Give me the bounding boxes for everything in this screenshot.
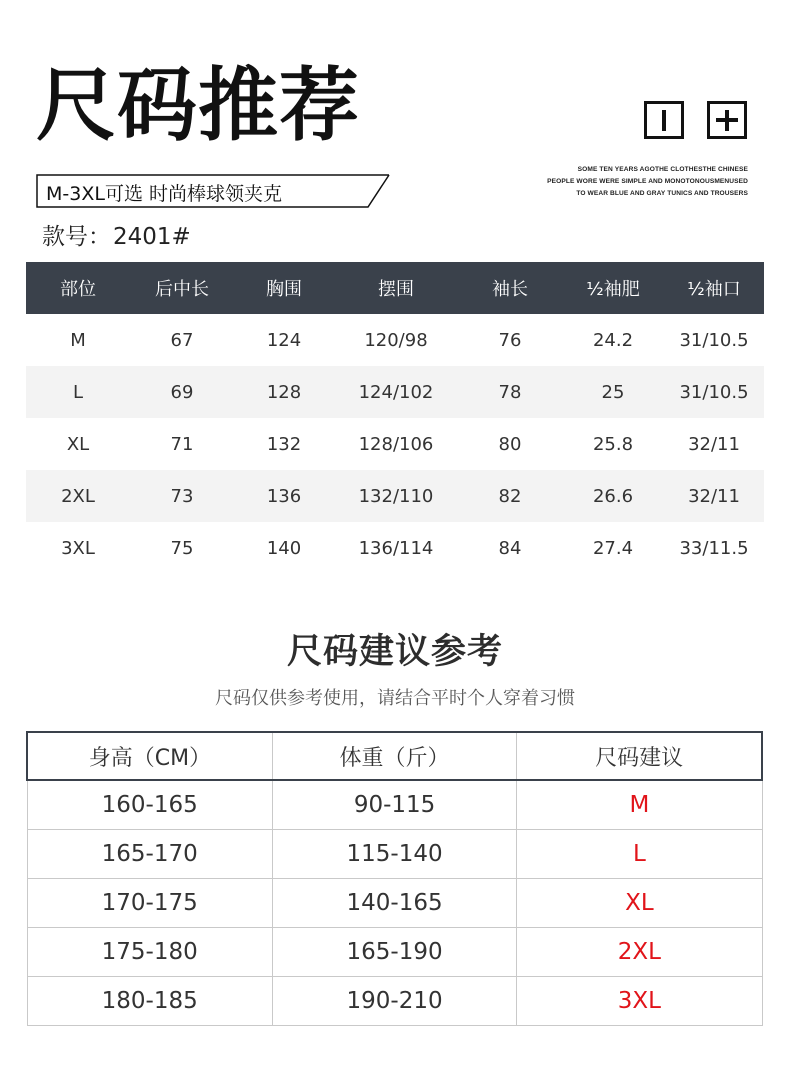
header-cell: 部位 (60, 279, 96, 300)
table-cell: 78 (498, 381, 522, 403)
english-caption (547, 164, 748, 200)
size-chart-header (26, 262, 764, 314)
plus-box-icon (707, 101, 747, 139)
size-chart-table (26, 262, 764, 574)
table-cell: 33/11.5 (679, 537, 749, 559)
table-cell: 115-140 (272, 830, 516, 879)
table-row (26, 418, 764, 470)
recommendation-subtitle: 尺码仅供参考使用，请结合平时个人穿着习惯 (215, 688, 575, 709)
table-row (27, 830, 762, 879)
table-cell: 84 (498, 537, 522, 559)
table-cell: 132/110 (358, 485, 434, 507)
table-cell: 120/98 (364, 329, 428, 351)
recommendation-header (27, 732, 762, 780)
table-row (27, 977, 762, 1026)
header-cell: 胸围 (266, 279, 302, 300)
english-line: PEOPLE WORE WERE SIMPLE AND MONOTONOUSMENUSED (547, 178, 748, 185)
table-row (27, 780, 762, 830)
table-row (27, 879, 762, 928)
table-cell: 75 (170, 537, 194, 559)
table-cell: 160-165 (27, 780, 272, 830)
table-cell: 175-180 (27, 928, 272, 977)
size-suggestion: 3XL (517, 977, 762, 1026)
header-cell: 身高（CM） (27, 732, 272, 780)
header-cell: 体重（斤） (272, 732, 516, 780)
table-cell: 180-185 (27, 977, 272, 1026)
header-cell: 摆围 (378, 279, 414, 300)
table-cell: 128 (266, 381, 302, 403)
table-cell: 165-170 (27, 830, 272, 879)
table-row (26, 522, 764, 574)
english-line: TO WEAR BLUE AND GRAY TUNICS AND TROUSERS (576, 190, 748, 197)
table-cell: 140-165 (272, 879, 516, 928)
table-cell: 31/10.5 (679, 329, 749, 351)
table-cell: 165-190 (272, 928, 516, 977)
table-cell: 140 (266, 537, 302, 559)
style-number-label: 款号： (42, 224, 111, 250)
style-number-value: 2401# (113, 224, 191, 250)
table-cell: 124/102 (358, 381, 434, 403)
table-cell: 69 (170, 381, 194, 403)
table-cell: 128/106 (358, 433, 434, 455)
header-cell: ½袖肥 (586, 279, 640, 300)
table-cell: 26.6 (592, 485, 634, 507)
table-cell: 132 (266, 433, 302, 455)
table-cell: 24.2 (592, 329, 634, 351)
table-cell: 27.4 (592, 537, 634, 559)
table-cell: 136/114 (358, 537, 434, 559)
table-cell: 76 (498, 329, 522, 351)
subtitle-text: M-3XL可选 时尚棒球领夹克 (46, 183, 282, 205)
page-title: 尺码推荐 (36, 59, 360, 152)
recommendation-table (26, 731, 763, 1026)
header-cell: 后中长 (155, 279, 209, 300)
recommendation-title: 尺码建议参考 (286, 632, 503, 672)
subtitle-banner (36, 174, 390, 208)
table-cell: 32/11 (688, 485, 740, 507)
table-cell: 2XL (61, 485, 95, 507)
table-cell: 82 (498, 485, 522, 507)
table-cell: XL (66, 433, 90, 455)
table-cell: 31/10.5 (679, 381, 749, 403)
table-cell: 71 (170, 433, 194, 455)
table-cell: 80 (498, 433, 522, 455)
table-cell: 73 (170, 485, 194, 507)
table-row (27, 928, 762, 977)
table-row (26, 470, 764, 522)
table-cell: 170-175 (27, 879, 272, 928)
table-cell: 32/11 (688, 433, 740, 455)
table-cell: 67 (170, 329, 194, 351)
english-line: SOME TEN YEARS AGOTHE CLOTHESTHE CHINESE (577, 166, 748, 173)
header-cell: 尺码建议 (517, 732, 762, 780)
table-cell: 3XL (61, 537, 95, 559)
header-cell: 袖长 (492, 279, 528, 300)
table-cell: 25.8 (592, 433, 634, 455)
table-cell: L (72, 381, 84, 403)
table-cell: 190-210 (272, 977, 516, 1026)
table-row (26, 366, 764, 418)
header-cell: ½袖口 (687, 279, 741, 300)
size-suggestion: XL (517, 879, 762, 928)
table-cell: 25 (601, 381, 625, 403)
size-suggestion: L (517, 830, 762, 879)
table-cell: 90-115 (272, 780, 516, 830)
i-box-icon (644, 101, 684, 139)
size-suggestion: 2XL (517, 928, 762, 977)
table-row (26, 314, 764, 366)
style-number (40, 218, 191, 251)
table-cell: 136 (266, 485, 302, 507)
size-suggestion: M (517, 780, 762, 830)
table-cell: M (70, 329, 86, 351)
table-cell: 124 (266, 329, 302, 351)
